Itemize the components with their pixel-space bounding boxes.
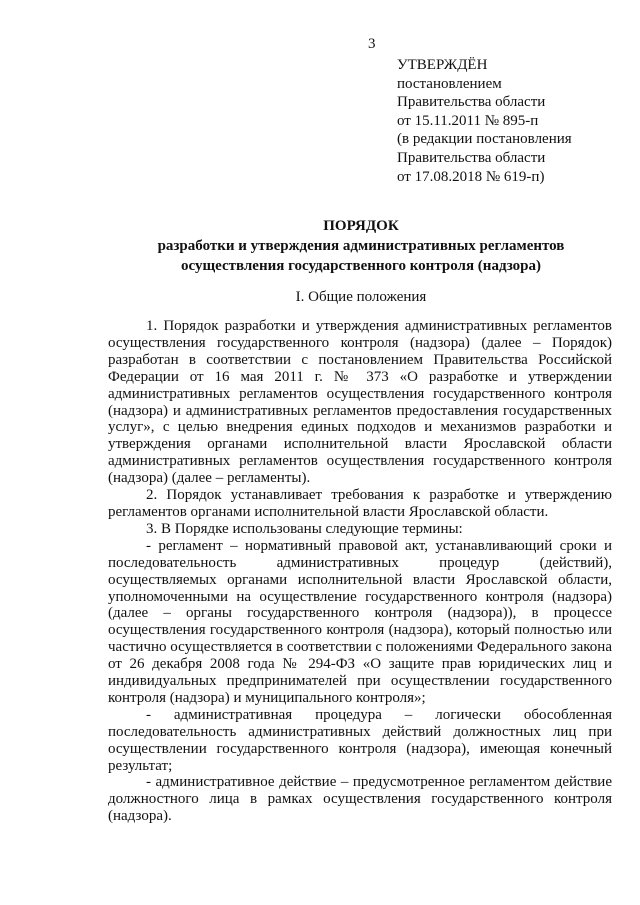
approval-line-government: Правительства области: [397, 94, 546, 111]
approval-line-government-2: Правительства области: [397, 149, 546, 166]
term-regulation: - регламент – нормативный правовой акт, устанавливающий сроки и последовательность административных процедур (действий), осуществляемых органами исполнительной власти Ярославской области, уполномоченными на осуществление государственного контроля (надзора) (далее – органы государственного контроля (надзора)), в процессе осуществления государственного контроля (надзора), который полностью или частично осуществляется в соответствии с положениями Федерального закона от 26 декабря 2008 года № 294-ФЗ «О защите прав юридических лиц и индивидуальных предпринимателей при осуществлении государственного контроля (надзора) и муниципального контроля»;: [108, 537, 612, 706]
approval-line-approved: УТВЕРЖДЁН: [397, 57, 488, 73]
title-line-1: ПОРЯДОК: [323, 218, 399, 234]
approval-stamp: [397, 56, 633, 186]
section-heading: I. Общие положения: [295, 289, 427, 305]
document-title: [96, 216, 626, 276]
paragraph-2: 2. Порядок устанавливает требования к разработке и утверждению регламентов органами исполнительной власти Ярославской области.: [108, 487, 612, 520]
paragraph-1: 1. Порядок разработки и утверждения административных регламентов осуществления государственного контроля (надзора) (далее – Порядок) разработан в соответствии с постановлением Правительства Российской Федерации от 16 мая 2011 г. № 373 «О разработке и утверждении административных регламентов осуществления государственного контроля (надзора) и административных регламентов предоставления государственных услуг», с целью внедрения единых подходов и механизмов разработки и утверждения органами исполнительной власти Ярославской области административных регламентов осуществления государственного контроля (надзора) (далее – регламенты).: [108, 318, 612, 487]
paragraph-3: 3. В Порядке использованы следующие термины:: [146, 520, 463, 537]
title-line-2: разработки и утверждения административных регламентов: [157, 238, 565, 254]
approval-line-edition: (в редакции постановления: [397, 131, 572, 148]
approval-line-date-2: от 17.08.2018 № 619-п): [397, 168, 545, 185]
term-administrative-action: - административное действие – предусмотренное регламентом действие должностного лица в рамках осуществления государственного контроля (надзора).: [108, 774, 612, 825]
page-number: 3: [368, 36, 376, 52]
document-body: [108, 318, 612, 825]
approval-line-resolution: постановлением: [397, 75, 502, 92]
title-line-3: осуществления государственного контроля (надзора): [180, 258, 541, 274]
term-administrative-procedure: - административная процедура – логически обособленная последовательность административных действий должностных лиц при осуществлении государственного контроля (надзора), имеющая конечный результат;: [108, 706, 612, 774]
approval-line-date: от 15.11.2011 № 895-п: [397, 112, 539, 129]
